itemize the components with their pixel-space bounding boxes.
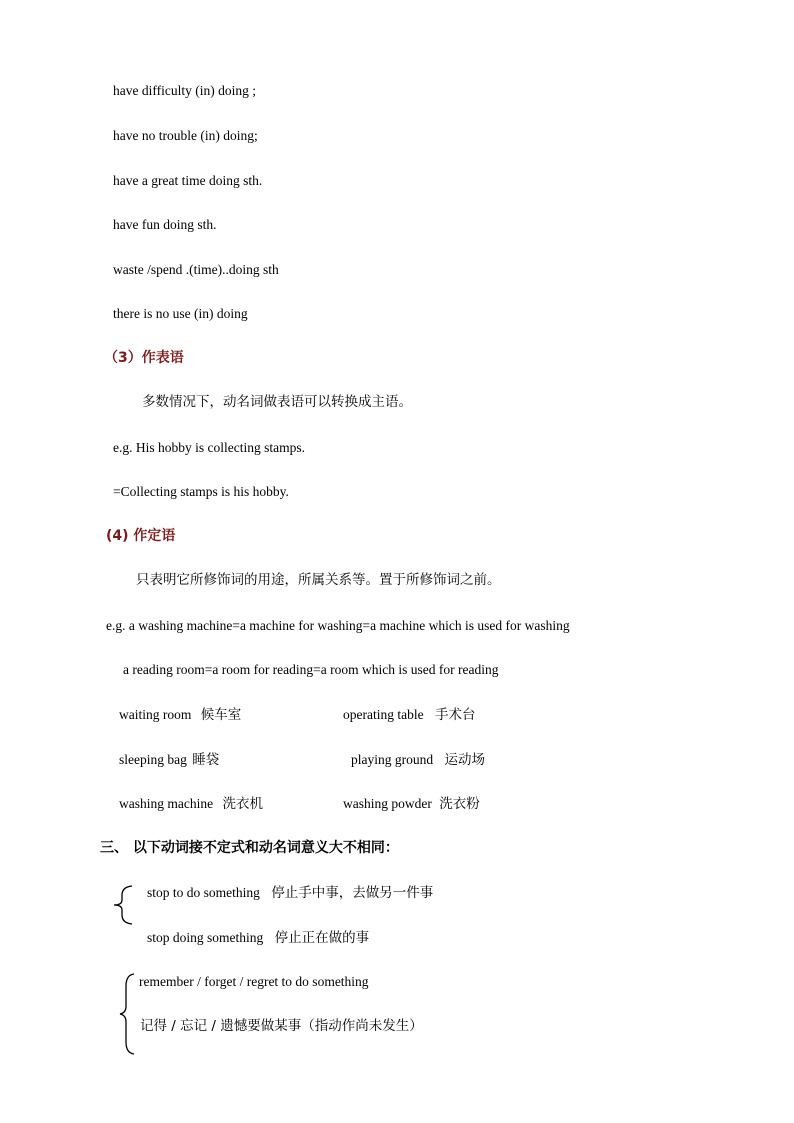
vocab-item (343, 795, 480, 813)
vocab-english: washing powder (343, 796, 432, 811)
brace-icon (118, 972, 138, 1056)
stop-to-do-english: stop to do something (147, 885, 260, 900)
stop-doing-english: stop doing something (147, 930, 264, 945)
vocab-chinese: 睡袋 (192, 752, 220, 768)
vocab-chinese: 运动场 (444, 752, 485, 768)
vocab-chinese: 洗衣粉 (439, 796, 480, 812)
vocab-item (119, 751, 219, 769)
stop-doing-line (147, 929, 369, 947)
vocab-chinese: 候车室 (200, 707, 242, 723)
section-3-description: 多数情况下，动名词做表语可以转换成主语。 (142, 394, 412, 410)
section-4-example: a reading room=a room for reading=a room which is used for reading (123, 662, 499, 677)
vocab-item (343, 706, 475, 724)
section-three-heading: 三、 以下动词接不定式和动名词意义大不相同： (100, 840, 399, 856)
vocab-english: washing machine (119, 796, 214, 811)
section-3-heading: （3）作表语 (104, 350, 184, 366)
section-3-example: =Collecting stamps is his hobby. (113, 484, 289, 499)
phrase-line: have difficulty (in) doing ; (113, 83, 256, 98)
stop-to-do-line (147, 884, 433, 902)
brace-icon (110, 884, 136, 926)
vocab-chinese: 洗衣机 (222, 796, 263, 812)
phrase-line: have fun doing sth. (113, 217, 217, 232)
phrase-line: have no trouble (in) doing; (113, 128, 258, 143)
phrase-line: have a great time doing sth. (113, 173, 263, 188)
vocab-item (119, 706, 241, 724)
section-4-heading: (4) 作定语 (106, 528, 176, 544)
remember-chinese: 记得 / 忘记 / 遗憾要做某事（指动作尚未发生） (140, 1018, 423, 1034)
vocab-english: waiting room (119, 707, 192, 722)
vocab-chinese: 手术台 (434, 707, 476, 723)
phrase-line: there is no use (in) doing (113, 306, 248, 321)
stop-doing-chinese: 停止正在做的事 (274, 930, 370, 946)
vocab-item (351, 751, 485, 769)
vocab-item (119, 795, 263, 813)
section-3-example: e.g. His hobby is collecting stamps. (113, 440, 305, 455)
section-4-description: 只表明它所修饰词的用途，所属关系等。置于所修饰词之前。 (136, 572, 501, 588)
vocab-english: sleeping bag (119, 752, 187, 767)
vocab-english: operating table (343, 707, 424, 722)
section-4-example: e.g. a washing machine=a machine for washing=a machine which is used for washing (106, 618, 570, 633)
vocab-english: playing ground (351, 752, 434, 767)
phrase-line: waste /spend .(time)..doing sth (113, 262, 279, 277)
stop-to-do-chinese: 停止手中事，去做另一件事 (271, 885, 434, 901)
remember-english: remember / forget / regret to do something (139, 974, 369, 989)
